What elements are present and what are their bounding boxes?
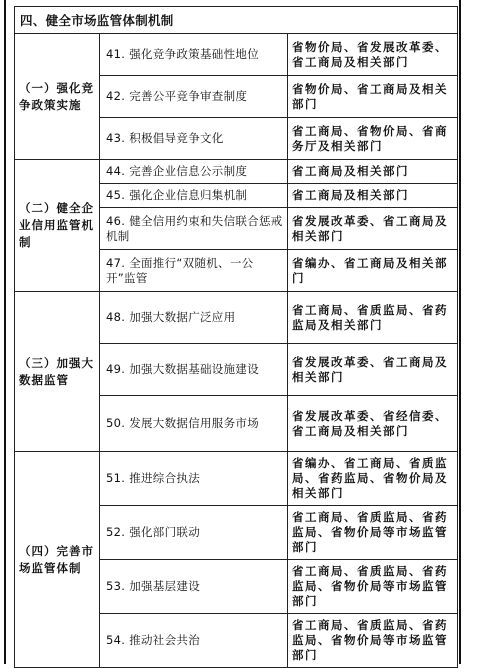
task-text: 强化竞争政策基础性地位 [129, 47, 260, 61]
dept-cell: 省工商局、省质监局、省药监局及相关部门 [288, 292, 458, 344]
task-text: 加强基层建设 [129, 579, 201, 593]
dept-cell: 省工商局及相关部门 [288, 184, 458, 208]
task-text: 完善企业信息公示制度 [129, 164, 248, 178]
dept-cell: 省工商局、省质监局、省药监局、省物价局等市场监管部门 [288, 506, 458, 560]
task-number: 45. [106, 188, 126, 202]
task-cell [100, 160, 288, 184]
task-text: 加强大数据广泛应用 [129, 310, 236, 324]
task-text: 积极倡导竞争文化 [129, 131, 224, 145]
task-number: 54. [106, 633, 126, 647]
task-number: 41. [106, 47, 126, 61]
task-number: 42. [106, 89, 126, 103]
task-number: 48. [106, 310, 126, 324]
task-cell [100, 506, 288, 560]
task-number: 49. [106, 362, 126, 376]
task-number: 52. [106, 525, 126, 539]
task-cell [100, 452, 288, 506]
table-row [15, 34, 458, 76]
task-text: 完善公平竞争审查制度 [129, 89, 248, 103]
task-table [14, 6, 458, 668]
task-text: 强化部门联动 [129, 525, 201, 539]
task-cell [100, 76, 288, 118]
dept-cell: 省工商局及相关部门 [288, 160, 458, 184]
task-number: 50. [106, 416, 126, 430]
task-text: 全面推行“双随机、一公开”监管 [106, 255, 254, 285]
category-cell: （四）完善市场监管体制 [15, 452, 100, 668]
task-cell [100, 344, 288, 396]
dept-cell: 省编办、省工商局、省质监局、省药监局、省物价局及相关部门 [288, 452, 458, 506]
task-text: 推进综合执法 [129, 471, 201, 485]
section-title-row [15, 7, 458, 34]
category-cell: （一）强化竞争政策实施 [15, 34, 100, 160]
task-number: 51. [106, 471, 126, 485]
task-cell [100, 396, 288, 452]
task-number: 46. [106, 213, 126, 228]
task-text: 推动社会共治 [129, 633, 201, 647]
task-number: 44. [106, 164, 126, 178]
dept-cell: 省编办、省工商局及相关部门 [288, 250, 458, 292]
task-cell [100, 560, 288, 614]
section-title: 四、健全市场监管体制机制 [15, 7, 458, 34]
dept-cell: 省发展改革委、省工商局及相关部门 [288, 208, 458, 250]
table-row [15, 292, 458, 344]
task-cell [100, 34, 288, 76]
category-cell: （三）加强大数据监管 [15, 292, 100, 452]
dept-cell: 省工商局、省质监局、省药监局、省物价局等市场监管部门 [288, 614, 458, 668]
task-cell [100, 208, 288, 250]
task-text: 加强大数据基础设施建设 [129, 362, 260, 376]
task-cell [100, 250, 288, 292]
dept-cell: 省工商局、省物价局、省商务厅及相关部门 [288, 118, 458, 160]
dept-cell: 省物价局、省发展改革委、省工商局及相关部门 [288, 34, 458, 76]
dept-cell: 省物价局、省工商局及相关部门 [288, 76, 458, 118]
task-text: 强化企业信息归集机制 [129, 188, 248, 202]
task-number: 43. [106, 131, 126, 145]
dept-cell: 省发展改革委、省工商局及相关部门 [288, 344, 458, 396]
dept-cell: 省工商局、省质监局、省药监局、省物价局等市场监管部门 [288, 560, 458, 614]
category-cell: （二）健全企业信用监管机制 [15, 160, 100, 292]
dept-cell: 省发展改革委、省经信委、省工商局及相关部门 [288, 396, 458, 452]
task-number: 47. [106, 255, 126, 270]
task-cell [100, 292, 288, 344]
task-cell [100, 184, 288, 208]
task-text: 发展大数据信用服务市场 [129, 416, 260, 430]
task-number: 53. [106, 579, 126, 593]
task-text: 健全信用约束和失信联合惩戒机制 [106, 213, 283, 243]
table-row [15, 160, 458, 184]
task-cell [100, 614, 288, 668]
task-cell [100, 118, 288, 160]
table-row [15, 452, 458, 506]
